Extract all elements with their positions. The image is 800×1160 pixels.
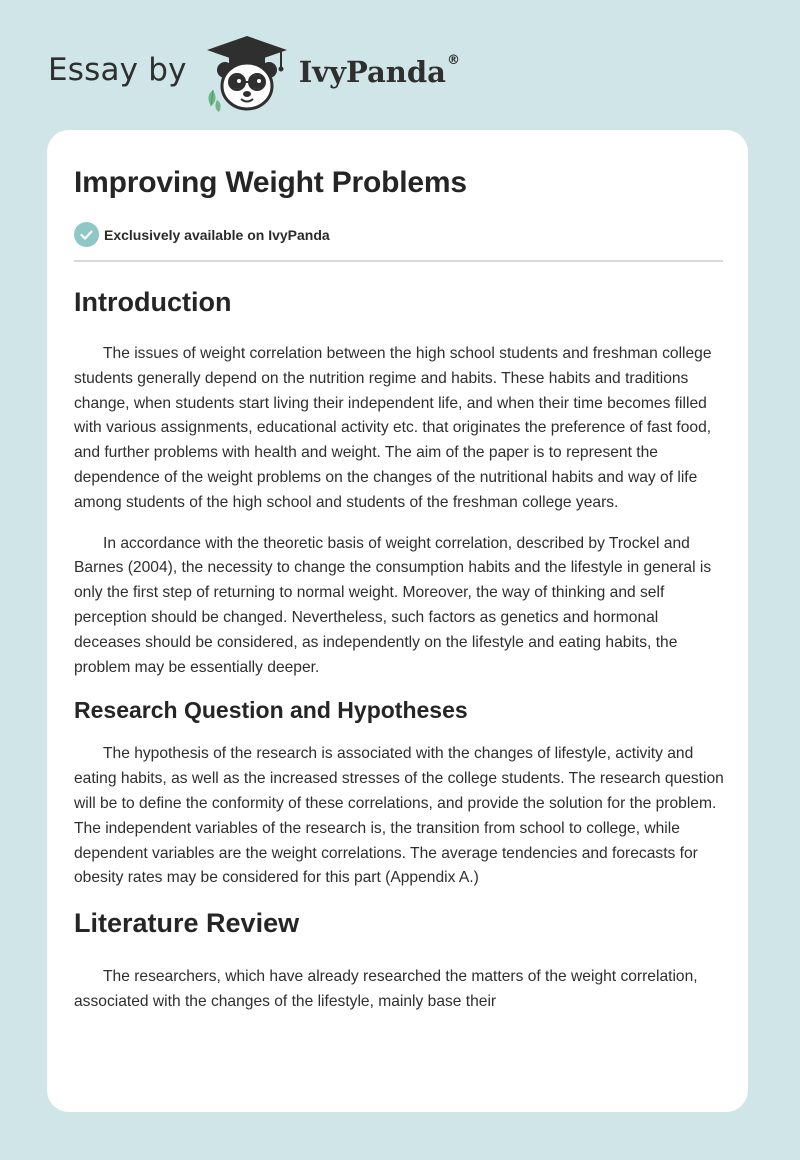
brand-prefix: Essay by: [48, 52, 187, 88]
section-heading-literature: Literature Review: [74, 908, 300, 939]
panda-mascot-icon: [201, 34, 293, 114]
badge-label: Exclusively available on IvyPanda: [104, 226, 330, 243]
paragraph: The hypothesis of the research is associated with the changes of lifestyle, activity and eating habits, as well as the increased stresses of the college students. The research question will be to define the conformity of these correlations, and provide the solution for the problem. The independent variables of the research is, the transition from school to college, while dependent variables are the weight correlations. The average tendencies and forecasts for obesity rates may be considered for this part (Appendix A.): [74, 745, 724, 887]
essay-card: [47, 130, 748, 1112]
paragraph: The issues of weight correlation between the high school students and freshman college students generally depend on the nutrition regime and habits. These habits and traditions change, when students start living their independent life, and when their time becomes filled with various assignments, educational activity etc. that originates the preference of fast food, and further problems with health and weight. The aim of the paper is to represent the dependence of the weight problems on the changes of the nutritional habits and way of life among students of the high school and students of the freshman college years.: [74, 345, 712, 511]
section-heading-introduction: Introduction: [74, 287, 232, 317]
registered-mark: ®: [446, 53, 460, 68]
exclusive-badge: [74, 222, 330, 247]
brand-name: IvyPanda®: [298, 53, 460, 89]
title-divider: [74, 260, 723, 262]
site-header-logo[interactable]: [48, 34, 460, 114]
essay-body: [74, 280, 724, 1031]
page-title: Improving Weight Problems: [74, 166, 467, 199]
check-circle-icon: [74, 222, 99, 247]
section-heading-research: Research Question and Hypotheses: [74, 697, 468, 724]
paragraph: The researchers, which have already researched the matters of the weight correlation, associated with the changes of the lifestyle, mainly base their: [74, 968, 698, 1010]
paragraph: In accordance with the theoretic basis of weight correlation, described by Trockel and Barnes (2004), the necessity to change the consumption habits and the lifestyle in general is only the first step of returning to normal weight. Moreover, the way of thinking and self perception should be changed. Nevertheless, such factors as genetics and hormonal deceases should be considered, as independently on the lifestyle and eating habits, the problem may be essentially deeper.: [74, 534, 712, 676]
